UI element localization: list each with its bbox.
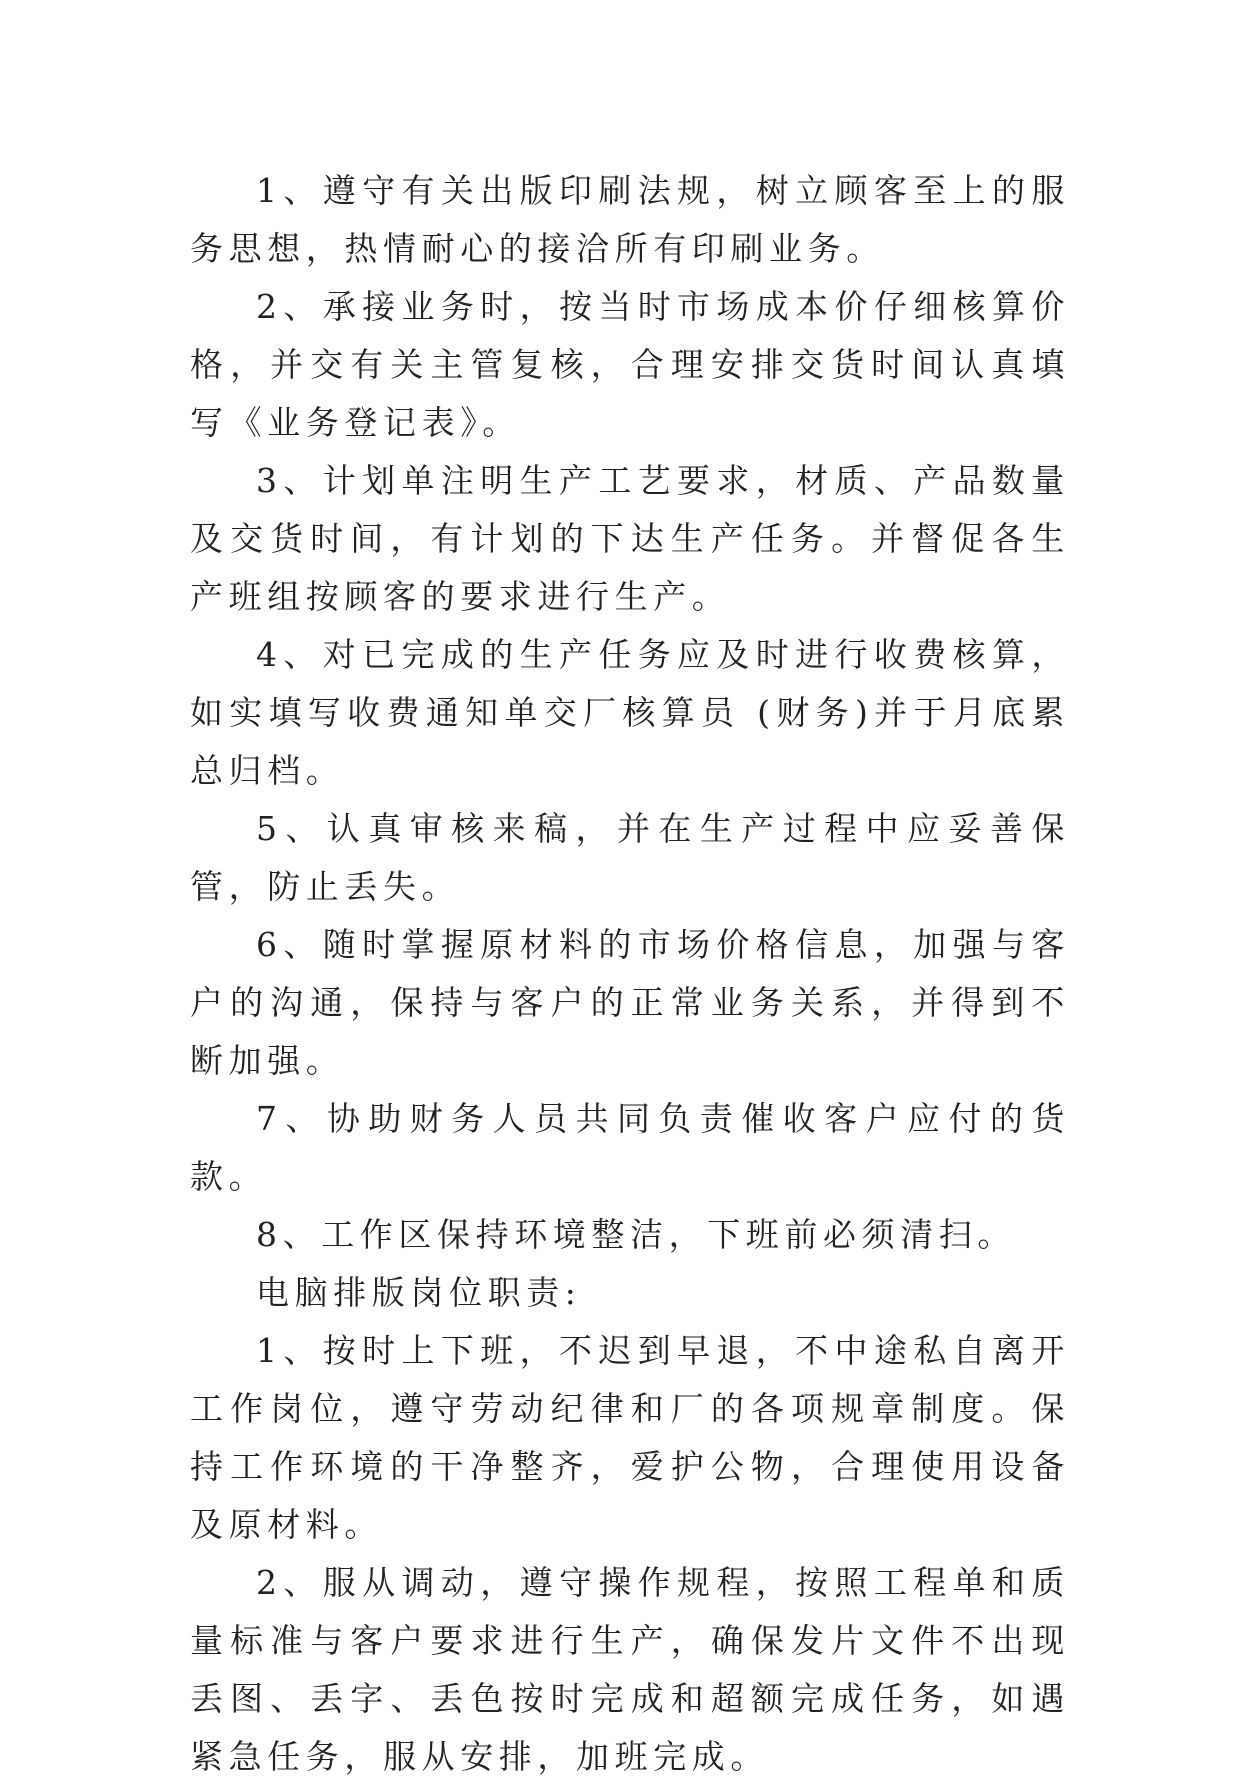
paragraph-9: 1、按时上下班，不迟到早退，不中途私自离开工作岗位，遵守劳动纪律和厂的各项规章制度。保持工作环境的干净整齐，爱护公物，合理使用设备及原材料。 [190, 1331, 1070, 1544]
paragraph-4: 4、对已完成的生产任务应及时进行收费核算，如实填写收费通知单交厂核算员 (财务)并于月底累总归档。 [190, 635, 1070, 790]
paragraph-6: 6、随时掌握原材料的市场价格信息，加强与客户的沟通，保持与客户的正常业务关系，并得到不断加强。 [190, 925, 1070, 1080]
paragraph-1: 1、遵守有关出版印刷法规，树立顾客至上的服务思想，热情耐心的接洽所有印刷业务。 [190, 171, 1070, 268]
paragraph-3: 3、计划单注明生产工艺要求，材质、产品数量及交货时间，有计划的下达生产任务。并督促各生产班组按顾客的要求进行生产。 [190, 461, 1070, 616]
paragraph-10: 2、服从调动，遵守操作规程，按照工程单和质量标准与客户要求进行生产，确保发片文件不出现丢图、丢字、丢色按时完成和超额完成任务，如遇紧急任务，服从安排，加班完成。 [190, 1563, 1070, 1776]
section-heading: 电脑排版岗位职责: [256, 1273, 582, 1312]
paragraph-2: 2、承接业务时，按当时市场成本价仔细核算价格，并交有关主管复核，合理安排交货时间认真填写《业务登记表》。 [190, 287, 1070, 442]
document-body [190, 162, 1070, 1786]
paragraph-5: 5、认真审核来稿，并在生产过程中应妥善保管，防止丢失。 [190, 809, 1070, 906]
paragraph-8: 8、工作区保持环境整洁，下班前必须清扫。 [256, 1215, 1016, 1254]
paragraph-7: 7、协助财务人员共同负责催收客户应付的货款。 [190, 1099, 1070, 1196]
